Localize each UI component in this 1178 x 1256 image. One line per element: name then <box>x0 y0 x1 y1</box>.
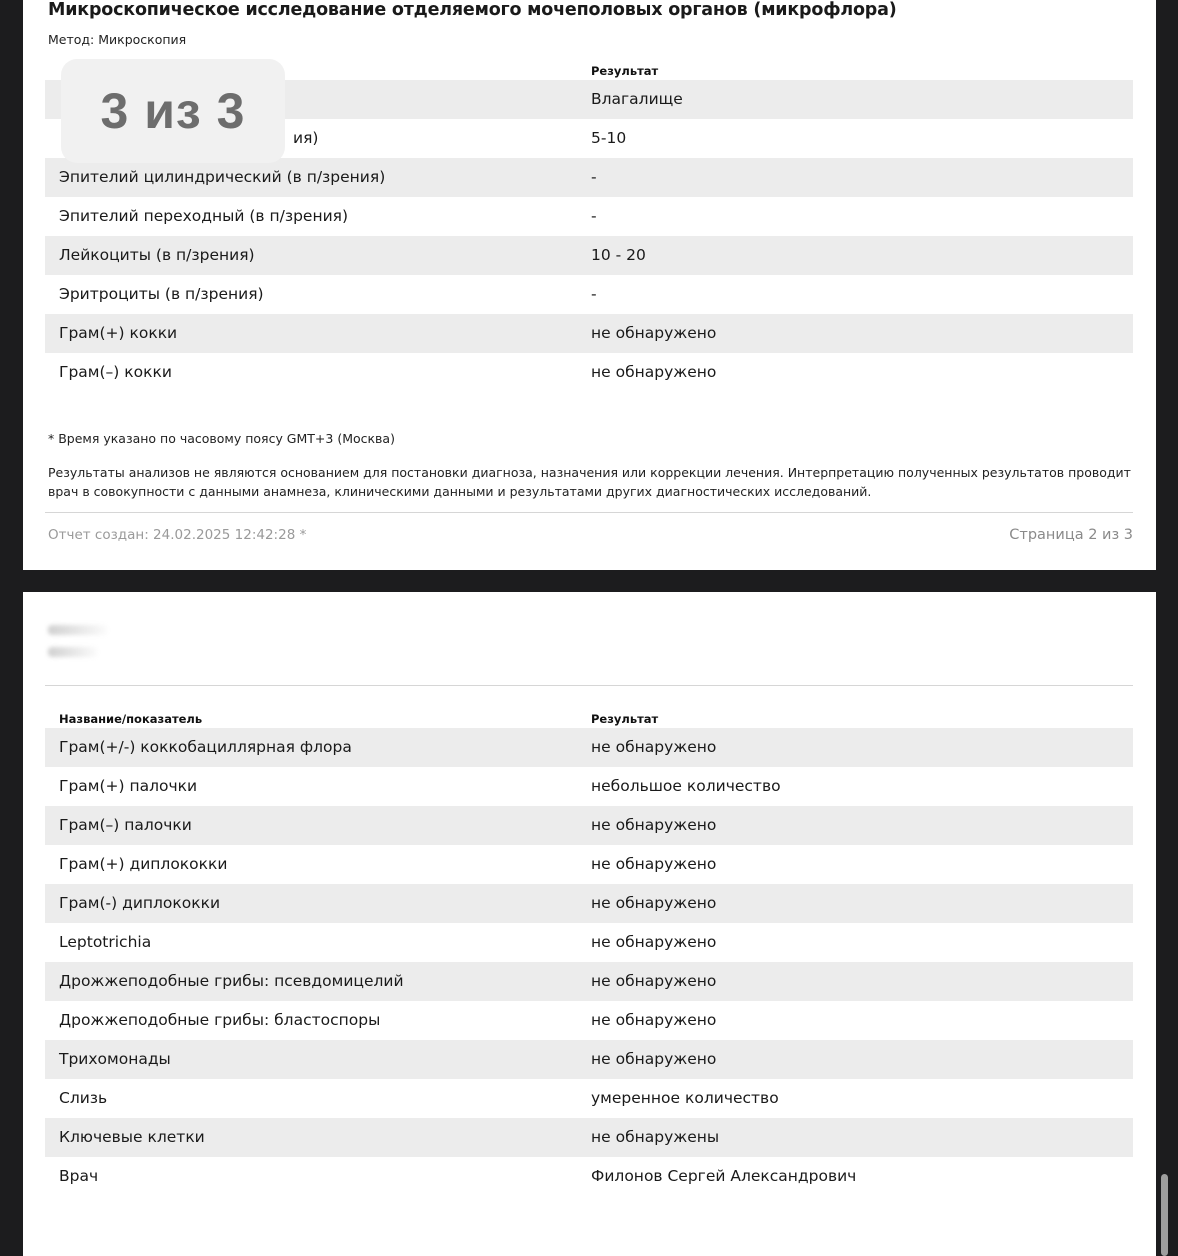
row-name: Грам(–) кокки <box>59 363 172 381</box>
row-name: ия) <box>293 129 319 147</box>
row-name: Лейкоциты (в п/зрения) <box>59 246 255 264</box>
divider <box>45 512 1133 513</box>
row-value: 5-10 <box>591 129 627 147</box>
disclaimer-text: Результаты анализов не являются основанием для постановки диагноза, назначения или коррекции лечения. Интерпретацию полученных результатов проводит врач в совокупности с данными анамнеза, клиническими данными и результатами других диагностических исследований. <box>48 465 1131 499</box>
results-table <box>45 708 1133 1196</box>
row-name: Эритроциты (в п/зрения) <box>59 285 264 303</box>
row-value: небольшое количество <box>591 777 781 795</box>
row-value: 10 - 20 <box>591 246 646 264</box>
method-label: Метод: Микроскопия <box>48 32 187 47</box>
table-row <box>45 158 1133 197</box>
table-row <box>45 1040 1133 1079</box>
report-created-label: Отчет создан: 24.02.2025 12:42:28 * <box>48 527 307 543</box>
row-name: Грам(+) диплококки <box>59 855 228 873</box>
row-value: - <box>591 285 597 303</box>
blurred-header-text <box>48 647 98 657</box>
row-value: не обнаружено <box>591 855 717 873</box>
table-row <box>45 962 1133 1001</box>
table-row <box>45 767 1133 806</box>
table-row <box>45 197 1133 236</box>
row-value: Влагалище <box>591 90 683 108</box>
row-name: Ключевые клетки <box>59 1128 205 1146</box>
scrollbar-thumb[interactable] <box>1161 1174 1168 1256</box>
row-value: не обнаружено <box>591 1011 717 1029</box>
page-title: Микроскопическое исследование отделяемого мочеполовых органов (микрофлора) <box>48 0 897 20</box>
row-name: Грам(+/-) коккобациллярная флора <box>59 738 352 756</box>
row-name: Грам(–) палочки <box>59 816 192 834</box>
table-row <box>45 845 1133 884</box>
row-name: Грам(+) палочки <box>59 777 198 795</box>
table-row <box>45 1079 1133 1118</box>
table-row <box>45 806 1133 845</box>
row-value: не обнаружено <box>591 816 717 834</box>
page-number-label: Страница 2 из 3 <box>1009 527 1133 543</box>
row-value: умеренное количество <box>591 1089 779 1107</box>
row-name: Leptotrichia <box>59 933 152 951</box>
table-header <box>45 708 1133 728</box>
row-value: не обнаружено <box>591 1050 717 1068</box>
page-counter-badge <box>61 59 285 163</box>
table-row <box>45 923 1133 962</box>
column-header-name: Название/показатель <box>59 712 203 726</box>
column-header-result: Результат <box>591 64 659 78</box>
table-row <box>45 275 1133 314</box>
row-value: не обнаружено <box>591 324 717 342</box>
table-row <box>45 353 1133 392</box>
row-value: не обнаружено <box>591 972 717 990</box>
divider <box>45 685 1133 686</box>
row-name: Эпителий цилиндрический (в п/зрения) <box>59 168 386 186</box>
row-name: Дрожжеподобные грибы: псевдомицелий <box>59 972 404 990</box>
row-value: - <box>591 168 597 186</box>
page-counter-text: 3 из 3 <box>100 83 246 139</box>
table-row <box>45 728 1133 767</box>
row-value: не обнаружено <box>591 894 717 912</box>
row-value: не обнаружено <box>591 738 717 756</box>
row-value: не обнаружено <box>591 933 717 951</box>
document-page-2 <box>23 592 1156 1256</box>
table-row <box>45 236 1133 275</box>
row-value: Филонов Сергей Александрович <box>591 1167 857 1185</box>
row-name: Дрожжеподобные грибы: бластоспоры <box>59 1011 381 1029</box>
row-name: Трихомонады <box>59 1050 171 1068</box>
row-name: Врач <box>59 1167 99 1185</box>
row-name: Слизь <box>59 1089 108 1107</box>
row-name: Эпителий переходный (в п/зрения) <box>59 207 349 225</box>
row-value: не обнаружено <box>591 363 717 381</box>
row-name: Грам(+) кокки <box>59 324 178 342</box>
timezone-note: * Время указано по часовому поясу GMT+3 (Москва) <box>48 431 395 446</box>
blurred-header-text <box>48 625 108 635</box>
table-row <box>45 1118 1133 1157</box>
row-value: не обнаружены <box>591 1128 720 1146</box>
table-row <box>45 884 1133 923</box>
column-header-result: Результат <box>591 712 659 726</box>
table-row <box>45 314 1133 353</box>
row-name: Грам(-) диплококки <box>59 894 221 912</box>
row-value: - <box>591 207 597 225</box>
table-row <box>45 1001 1133 1040</box>
table-row <box>45 1157 1133 1196</box>
